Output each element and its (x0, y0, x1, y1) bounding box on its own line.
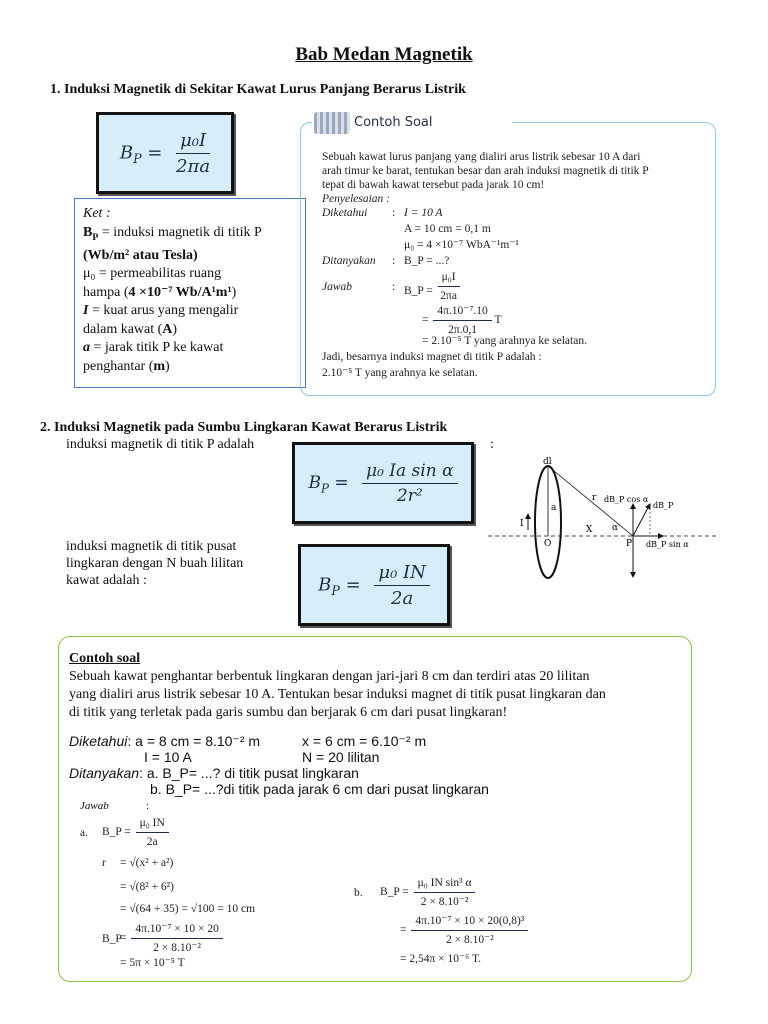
contoh1-dik2: A = 10 cm = 0,1 m (404, 223, 491, 235)
contoh2-jawab: Jawab (80, 800, 109, 812)
contoh2-b-eq: B_P = $\frac{\text{μ₀ IN sin³ α}}{\text{2 × 8.10⁻²}}$ (380, 876, 475, 909)
label-alpha: α (612, 523, 619, 533)
label-O: O (544, 539, 552, 549)
contoh2-problem: Contoh soal Sebuah kawat penghantar berbentuk lingkaran dengan jari-jari 8 cm dan terdiri atas 20 lilitan yang dialiri arus listrik sebesar 10 A. Tentukan besar induksi magnet di titik pusat lingkaran dan di titik yang terletak pada garis sumbu dan berjarak 6 cm dari pusat lingkaran! (69, 651, 606, 720)
contoh1-j3: = 2.10⁻⁵ T yang arahnya ke selatan. (422, 335, 587, 347)
label-I: I (520, 519, 524, 529)
contoh1-k2: 2.10⁻⁵ T yang arahnya ke selatan. (322, 367, 478, 379)
label-dbp-sin: dB_P sin α (646, 540, 689, 549)
section2-intro2: induksi magnetik di titik pusat lingkaran dengan N buah lilitan kawat adalah : (66, 539, 244, 588)
label-r: r (592, 493, 597, 503)
contoh2-dit-b: b. B_P= ...?di titik pada jarak 6 cm dari pusat lingkaran (150, 781, 489, 797)
contoh1-dik1: I = 10 A (404, 207, 443, 219)
label-dbp-cos: dB_P cos α (604, 495, 649, 504)
loop-diagram (488, 452, 718, 582)
contoh2-r3: = √(64 + 35) = √100 = 10 cm (120, 903, 256, 915)
book-icon (314, 112, 350, 134)
contoh2-dik-a: Diketahui: a = 8 cm = 8.10⁻² m (69, 733, 261, 749)
contoh1-j2: = $\frac{\text{4π.10⁻⁷.10}}{2\pi.0,1}$ T (422, 305, 502, 336)
page-title: Bab Medan Magnetik (295, 44, 473, 65)
contoh1-dit: B_P = ...? (404, 255, 450, 267)
section2-colon: : (490, 437, 494, 452)
ket-box: Ket : $B_P$ = induksi magnetik di titik P (Wb/m² atau Tesla) μ₀ = permeabilitas ruang hampa (4 ×10⁻⁷ Wb/A¹m¹) I = kuat arus yang mengalir dalam kawat (A) a = jarak titik P ke kawat penghantar (m) (74, 198, 306, 388)
contoh2-bp-res: = 5π × 10⁻⁵ T (120, 957, 185, 969)
contoh1-j1: B_P = $\frac{\text{μ₀I}}{2\pi a}$ (404, 280, 460, 303)
contoh1-dit-label: Ditanyakan (322, 255, 376, 267)
contoh-soal-banner: Contoh Soal (312, 112, 512, 134)
formula-loop-axis: $B_P$ = $\frac{\text{μ₀ Ia sin α}}{\text{2r²}}$ (292, 442, 474, 524)
label-dl: dl (543, 457, 552, 467)
contoh2-dik-i: I = 10 A (144, 749, 192, 765)
section1-heading: 1. Induksi Magnetik di Sekitar Kawat Lurus Panjang Berarus Listrik (50, 82, 466, 97)
contoh2-dik-n: N = 20 lilitan (302, 749, 380, 765)
contoh2-a-eq: B_P = $\frac{\text{μ₀ IN}}{2a}$ (102, 816, 169, 849)
contoh1-k1: Jadi, besarnya induksi magnet di titik P adalah : (322, 351, 542, 363)
contoh2-bp-eq: = $\frac{\text{4π.10⁻⁷ × 10 × 20}}{\text{2 × 8.10⁻²}}$ (120, 922, 223, 955)
contoh2-a-label: a. (80, 827, 88, 839)
contoh2-r2: = √(8² + 6²) (120, 881, 174, 893)
section2-intro: induksi magnetik di titik P adalah (66, 437, 255, 452)
label-dbp: dB_P (653, 501, 674, 510)
label-a: a (551, 503, 557, 513)
section2-heading: 2. Induksi Magnetik pada Sumbu Lingkaran Kawat Berarus Listrik (40, 420, 448, 435)
contoh2-dik-x: x = 6 cm = 6.10⁻² m (302, 733, 427, 749)
contoh2-r-lhs: r (102, 857, 106, 869)
contoh2-b-res: = 2,54π × 10⁻⁶ T. (400, 953, 482, 965)
contoh1-dik-label: Diketahui (322, 207, 368, 219)
contoh2-dit-a: Ditanyakan: a. B_P= ...? di titik pusat lingkaran (69, 765, 359, 781)
label-P: P (626, 539, 633, 549)
formula-loop-center: $B_P$ = $\frac{\text{μ₀ IN}}{2a}$ (298, 544, 450, 626)
contoh2-r1: = √(x² + a²) (120, 857, 174, 869)
contoh2-bp-lhs: B_P (102, 933, 122, 945)
contoh1-problem: Sebuah kawat lurus panjang yang dialiri arus listrik sebesar 10 A dari arah timur ke barat, tentukan besar dan arah induksi magnetik di titik P tepat di bawah kawat tersebut pada jarak 10 cm! Penyelesaian : (322, 151, 649, 205)
contoh2-b-label: b. (354, 887, 363, 899)
label-X: X (586, 525, 593, 535)
contoh2-b2-eq: = $\frac{\text{4π.10⁻⁷ × 10 × 20(0,8)³}}{\text{2 × 8.10⁻²}}$ (400, 914, 528, 947)
contoh1-dik3: μ₀ = 4 ×10⁻⁷ WbA⁻¹m⁻¹ (404, 239, 519, 251)
contoh1-jawab-label: Jawab (322, 281, 353, 293)
formula-straight-wire: $B_P$ = $\frac{\text{μ₀I}}{2\pi a}$ (96, 112, 234, 194)
